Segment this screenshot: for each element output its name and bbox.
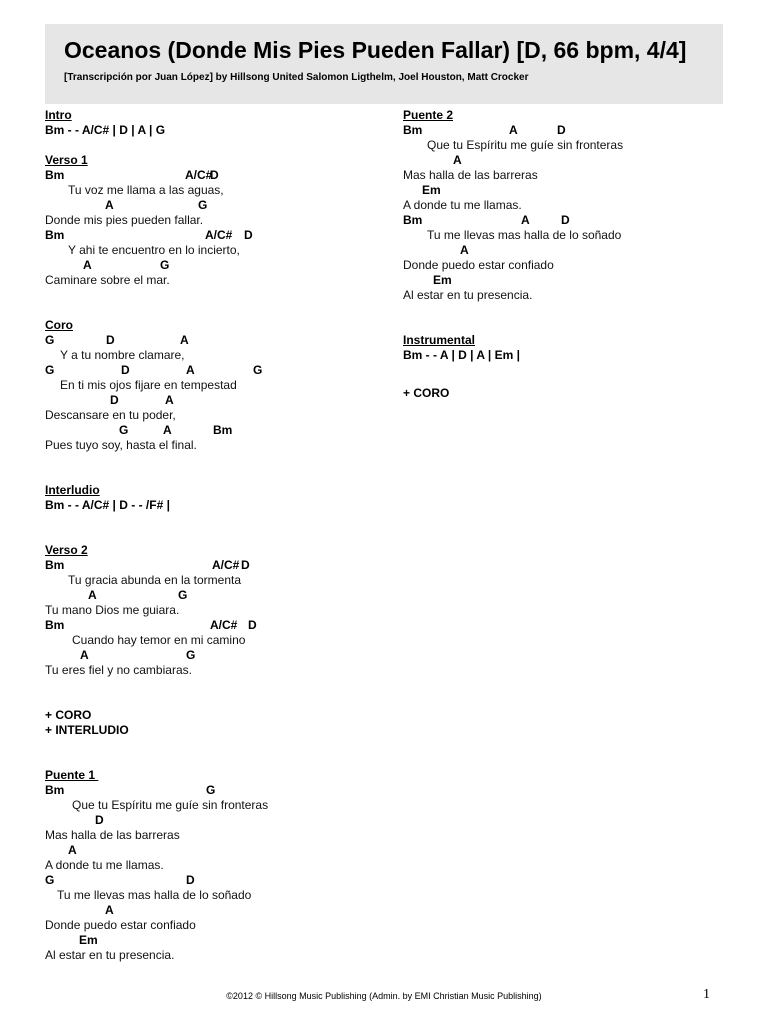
section-intro — [45, 108, 375, 138]
chord: G — [253, 363, 263, 377]
chord-line — [403, 183, 733, 198]
chord-line — [403, 123, 733, 138]
chord-line — [45, 933, 375, 948]
repeat-note: + INTERLUDIO — [45, 723, 129, 737]
chord-line — [45, 423, 375, 438]
chord-line — [45, 813, 375, 828]
chord: A — [80, 648, 89, 662]
chord-line — [45, 333, 375, 348]
lyric-line: Donde mis pies pueden fallar. — [45, 213, 204, 227]
chord: Bm — [45, 783, 65, 797]
lyric-line: Que tu Espíritu me guíe sin fronteras — [427, 138, 624, 152]
chord: A — [68, 843, 77, 857]
lyric-line: Tu voz me llama a las aguas, — [68, 183, 224, 197]
chord: A — [453, 153, 462, 167]
chord: A — [105, 903, 114, 917]
chord: A — [521, 213, 530, 227]
lyric-line: Mas halla de las barreras — [403, 168, 538, 182]
left-column — [45, 108, 375, 963]
chord: A — [180, 333, 189, 347]
chord: D — [95, 813, 104, 827]
section-puente-1 — [45, 768, 375, 963]
section-title: Verso 1 — [45, 153, 88, 167]
lyric-line: Descansare en tu poder, — [45, 408, 176, 422]
chord: D — [121, 363, 130, 377]
chord-line — [45, 618, 375, 633]
chord: G — [178, 588, 188, 602]
section-instrumental — [403, 333, 733, 363]
chord-line — [403, 243, 733, 258]
chord-line — [45, 783, 375, 798]
chord: G — [186, 648, 196, 662]
lyric-line: Cuando hay temor en mi camino — [72, 633, 246, 647]
section-title: Puente 1 — [45, 768, 99, 782]
section-coro — [45, 318, 375, 453]
chord: Bm — [45, 558, 65, 572]
chord: G — [45, 873, 55, 887]
chord: D — [106, 333, 115, 347]
song-credits: [Transcripción por Juan López] by Hillsong United Salomon Ligthelm, Joel Houston, Matt Crocker — [64, 72, 529, 83]
chord: Em — [79, 933, 98, 947]
chord: Bm — [403, 213, 423, 227]
page-number: 1 — [703, 987, 710, 1002]
lyric-line: Que tu Espíritu me guíe sin fronteras — [72, 798, 269, 812]
chord: D — [561, 213, 570, 227]
lyric-line: Tu me llevas mas halla de lo soñado — [57, 888, 252, 902]
chord-line — [45, 558, 375, 573]
interludio-bars: Bm - - A/C# | D - - /F# | — [45, 498, 170, 512]
section-puente-2 — [403, 108, 733, 303]
chord: Em — [433, 273, 452, 287]
repeat-note: + CORO — [45, 708, 92, 722]
chord: A — [165, 393, 174, 407]
section-title: Verso 2 — [45, 543, 88, 557]
chord: Bm — [213, 423, 233, 437]
repeat-note: + CORO — [403, 386, 450, 400]
lyric-line: Donde puedo estar confiado — [45, 918, 196, 932]
chord-line — [403, 273, 733, 288]
lyric-line: Y a tu nombre clamare, — [60, 348, 185, 362]
lyric-line: Tu eres fiel y no cambiaras. — [45, 663, 192, 677]
lyric-line: A donde tu me llamas. — [45, 858, 164, 872]
lyric-line: En ti mis ojos fijare en tempestad — [60, 378, 237, 392]
section-verso-2 — [45, 543, 375, 678]
chord: Bm — [403, 123, 423, 137]
section-title: Puente 2 — [403, 108, 454, 122]
chord: A — [163, 423, 172, 437]
section-interludio — [45, 483, 375, 513]
chord: A/C# — [185, 168, 213, 182]
chord-line — [45, 168, 375, 183]
chord: D — [241, 558, 250, 572]
chord: D — [186, 873, 195, 887]
song-title: Oceanos (Donde Mis Pies Pueden Fallar) [D, 66 bpm, 4/4] — [64, 37, 687, 63]
chord: D — [248, 618, 257, 632]
chord: G — [198, 198, 208, 212]
chord: A/C# — [212, 558, 240, 572]
section-title: Instrumental — [403, 333, 476, 347]
chord: G — [119, 423, 129, 437]
instrumental-bars: Bm - - A | D | A | Em | — [403, 348, 520, 362]
chord: Bm — [45, 618, 65, 632]
chord: G — [206, 783, 216, 797]
chord-line — [45, 393, 375, 408]
chord: Em — [422, 183, 441, 197]
chord: A — [509, 123, 518, 137]
chord: G — [45, 363, 55, 377]
copyright-footer: ©2012 © Hillsong Music Publishing (Admin. by EMI Christian Music Publishing) — [226, 991, 542, 1001]
lyric-line: Tu mano Dios me guiara. — [45, 603, 180, 617]
chord: A — [105, 198, 114, 212]
chord-line — [45, 843, 375, 858]
chord-line — [45, 228, 375, 243]
chord: A — [186, 363, 195, 377]
chord-line — [45, 198, 375, 213]
chord-line — [45, 588, 375, 603]
header-band — [45, 24, 723, 104]
lyric-line: Tu me llevas mas halla de lo soñado — [427, 228, 622, 242]
chord: Bm — [45, 228, 65, 242]
chord: A/C# — [210, 618, 238, 632]
lyric-line: Y ahi te encuentro en lo incierto, — [68, 243, 240, 257]
section-verso-1 — [45, 153, 375, 288]
lyric-line: Tu gracia abunda en la tormenta — [68, 573, 241, 587]
lyric-line: A donde tu me llamas. — [403, 198, 522, 212]
section-title: Interludio — [45, 483, 100, 497]
chord: A/C# — [205, 228, 233, 242]
lyric-line: Donde puedo estar confiado — [403, 258, 554, 272]
chord-line — [403, 153, 733, 168]
chord: A — [88, 588, 97, 602]
lyric-line: Mas halla de las barreras — [45, 828, 180, 842]
chord: G — [160, 258, 170, 272]
chord: D — [110, 393, 119, 407]
intro-bars: Bm - - A/C# | D | A | G — [45, 123, 166, 137]
chord-line — [45, 648, 375, 663]
chord-line — [45, 903, 375, 918]
chord: D — [210, 168, 219, 182]
chord: Bm — [45, 168, 65, 182]
chord-line — [403, 213, 733, 228]
lyric-line: Al estar en tu presencia. — [403, 288, 533, 302]
right-column — [403, 108, 733, 401]
section-title: Coro — [45, 318, 73, 332]
chord: G — [45, 333, 55, 347]
chord: D — [244, 228, 253, 242]
chord-line — [45, 258, 375, 273]
lyric-line: Pues tuyo soy, hasta el final. — [45, 438, 197, 452]
section-title: Intro — [45, 108, 72, 122]
chord: A — [83, 258, 92, 272]
chord-line — [45, 363, 375, 378]
chord: A — [460, 243, 469, 257]
chord: D — [557, 123, 566, 137]
lyric-line: Caminare sobre el mar. — [45, 273, 170, 287]
lyric-line: Al estar en tu presencia. — [45, 948, 175, 962]
chord-line — [45, 873, 375, 888]
